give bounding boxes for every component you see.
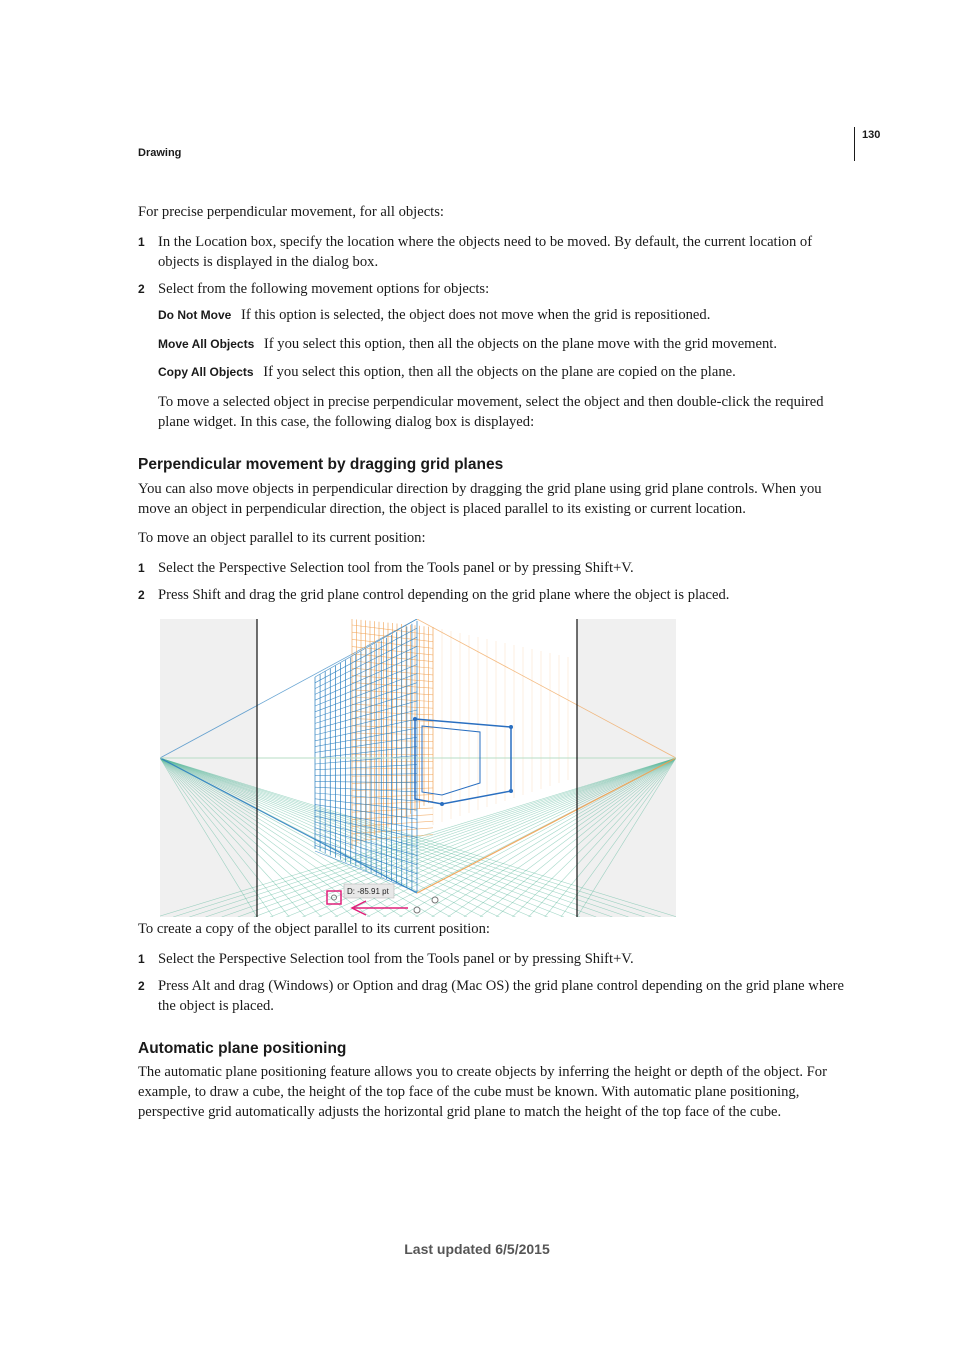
option-description: If you select this option, then all the objects on the plane move with the grid movement.	[263, 336, 778, 352]
step-number: 1	[138, 561, 145, 575]
step-text: Select the Perspective Selection tool from the Tools panel or by pressing Shift+V.	[158, 560, 634, 576]
section-body-paragraph: The automatic plane positioning feature allows you to create objects by inferring the height or depth of the object. For example, to draw a cube, the height of the top face of the cube must be known. With automatic plane positioning, perspective grid automatically adjusts the horizontal grid plane to match the height of the top face of the cube.	[138, 1064, 827, 1120]
header-divider	[854, 127, 855, 161]
step-number: 1	[138, 952, 145, 966]
option-term: Move All Objects	[158, 337, 255, 351]
option-copy-all-objects	[158, 362, 850, 382]
intro-paragraph: For precise perpendicular movement, for all objects:	[138, 204, 444, 220]
lead-paragraph: To move an object parallel to its current position:	[138, 530, 426, 546]
option-do-not-move	[158, 305, 850, 325]
footer-last-updated: Last updated 6/5/2015	[404, 1241, 550, 1257]
option-move-all-objects	[158, 334, 850, 354]
step-number: 2	[138, 588, 145, 602]
option-description: If this option is selected, the object does not move when the grid is repositioned.	[241, 307, 711, 323]
step-number: 1	[138, 235, 145, 249]
running-header-section: Drawing	[138, 147, 182, 159]
section-heading-automatic-plane-positioning: Automatic plane positioning	[138, 1040, 347, 1057]
section-body-paragraph: You can also move objects in perpendicular direction by dragging the grid plane using grid plane controls. When you move an object in perpendicular direction, the object is placed parallel to its existing or current location.	[138, 481, 822, 517]
lead-paragraph: To create a copy of the object parallel to its current position:	[138, 921, 490, 937]
step-text: Press Shift and drag the grid plane control depending on the grid plane where the object is placed.	[158, 587, 730, 603]
move-note-paragraph: To move a selected object in precise perpendicular movement, select the object and then double-click the required plane widget. In this case, the following dialog box is displayed:	[158, 394, 824, 430]
option-term: Do Not Move	[158, 308, 232, 322]
page-number: 130	[862, 129, 881, 141]
step-text: Press Alt and drag (Windows) or Option and drag (Mac OS) the grid plane control depending on the grid plane where the object is placed.	[158, 978, 844, 1014]
step-text: Select the Perspective Selection tool from the Tools panel or by pressing Shift+V.	[158, 951, 634, 967]
option-term: Copy All Objects	[158, 365, 254, 379]
step-text: Select from the following movement options for objects:	[158, 281, 490, 297]
option-description: If you select this option, then all the objects on the plane are copied on the plane.	[263, 364, 736, 380]
tooltip-text: D: -85.91 pt	[347, 887, 389, 896]
section-heading-perpendicular-dragging: Perpendicular movement by dragging grid planes	[138, 456, 504, 473]
perspective-grid-figure	[160, 619, 676, 917]
distance-tooltip	[344, 884, 394, 898]
step-number: 2	[138, 282, 145, 296]
step-text: In the Location box, specify the location where the objects need to be moved. By default, the current location of objects is displayed in the dialog box.	[158, 234, 813, 270]
step-number: 2	[138, 979, 145, 993]
